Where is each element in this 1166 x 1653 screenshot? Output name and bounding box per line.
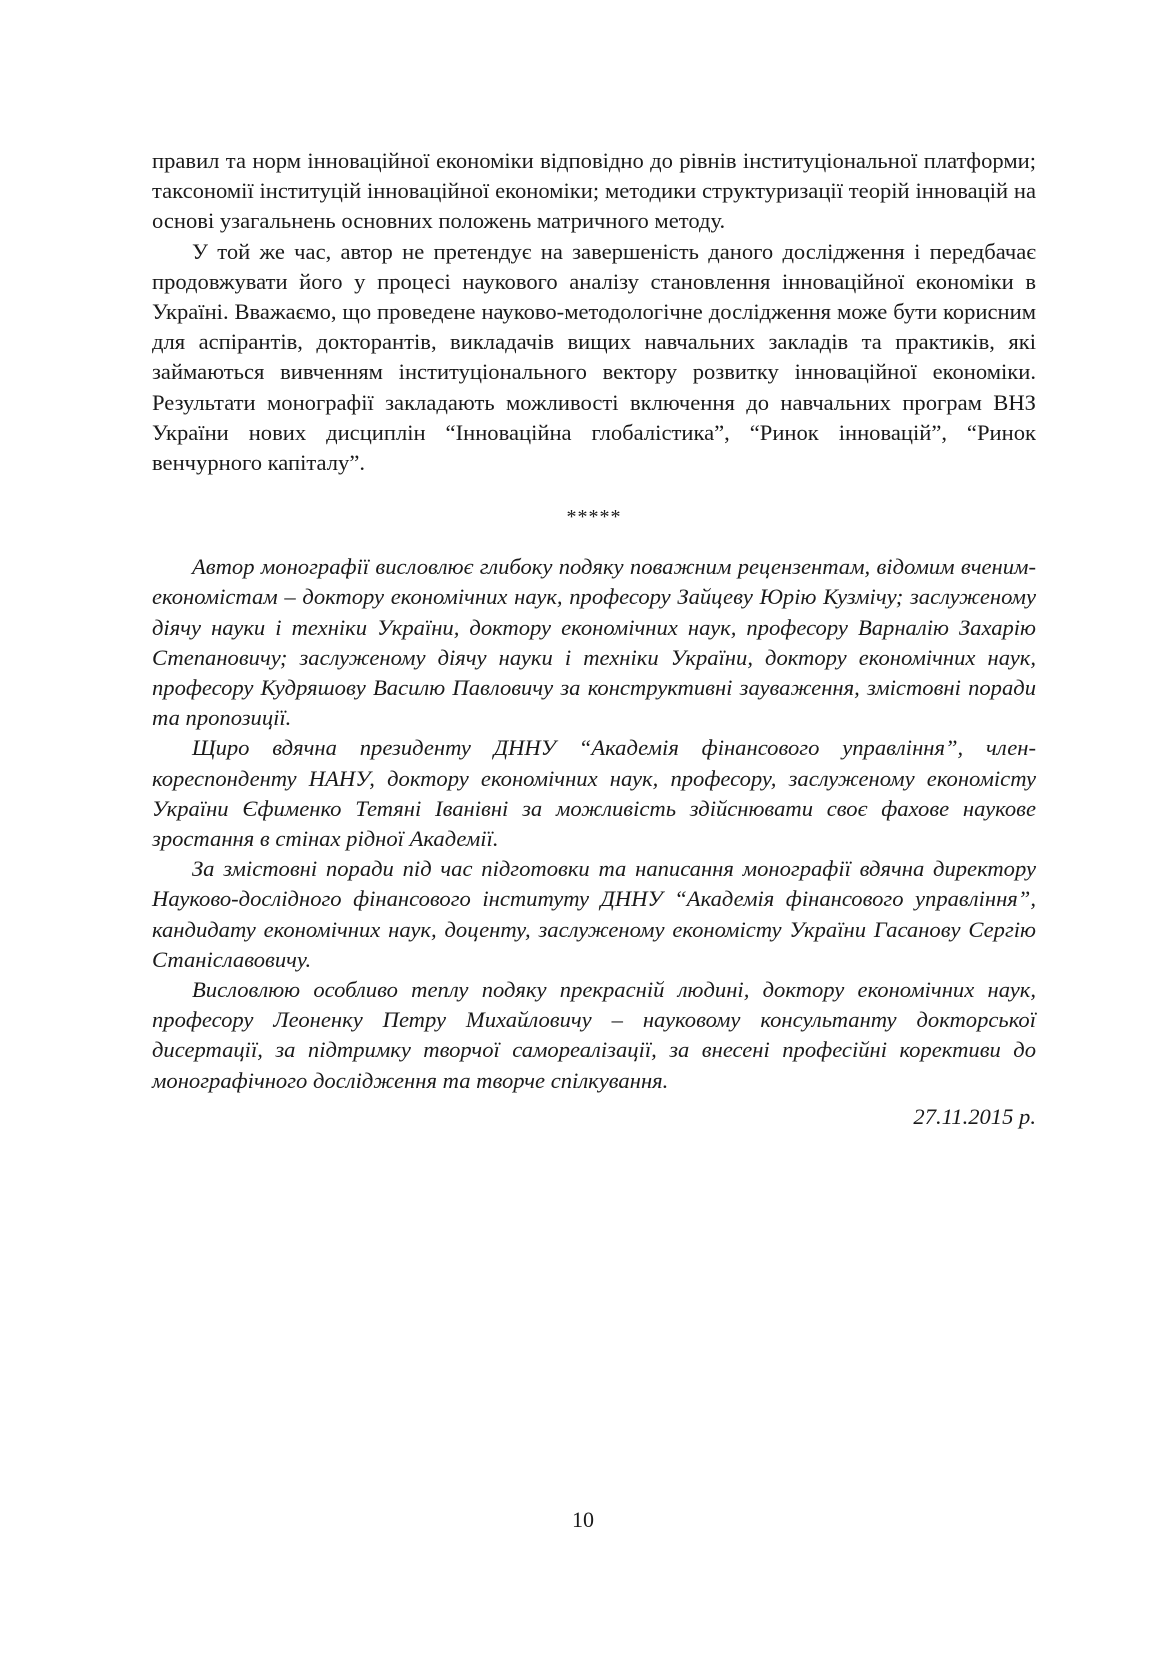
- section-separator: *****: [566, 506, 622, 529]
- page-number: 10: [572, 1507, 594, 1532]
- acknowledgement-paragraph-2: Щиро вдячна президенту ДННУ “Академія фінансового управління”, член-кореспонденту НАНУ, доктору економічних наук, професору, заслуженому економісту України Єфименко Тетяні Іванівні за можливість здійснювати своє фахове наукове зростання в стінах рідної Академії.: [152, 735, 1036, 852]
- acknowledgement-paragraph-3: За змістовні поради під час підготовки та написання монографії вдячна директору Науково-дослідного фінансового інституту ДННУ “Академія фінансового управління”, кандидату економічних наук, доценту, заслуженому економісту України Гасанову Сергію Станіславовичу.: [152, 856, 1036, 972]
- body-paragraph-1: правил та норм інноваційної економіки відповідно до рівнів інституціональної платформи; таксономії інституцій інноваційної економіки; методики структуризації теорій інновацій на основі узагальнень основних положень матричного методу.: [152, 148, 1036, 234]
- acknowledgement-paragraph-1: Автор монографії висловлює глибоку подяку поважним рецензентам, відомим вченим-економістам – доктору економічних наук, професору Зайцеву Юрію Кузмічу; заслуженому діячу науки і техніки України, доктору економічних наук, професору Варналію Захарію Степановичу; заслуженому діячу науки і техніки України, доктору економічних наук, професору Кудряшову Василю Павловичу за конструктивні зауваження, змістовні поради та пропозиції.: [152, 554, 1036, 731]
- acknowledgement-paragraph-4: Висловлюю особливо теплу подяку прекрасній людині, доктору економічних наук, професору Леоненку Петру Михайловичу – науковому консультанту докторської дисертації, за підтримку творчої самореалізації, за внесені професійні корективи до монографічного дослідження та творче спілкування.: [152, 977, 1036, 1093]
- page-content: [152, 146, 1036, 1132]
- date-signature: 27.11.2015 р.: [913, 1103, 1036, 1129]
- body-paragraph-2: У той же час, автор не претендує на завершеність даного дослідження і передбачає продовжувати його у процесі наукового аналізу становлення інноваційної економіки в Україні. Вважаємо, що проведене науково-методологічне дослідження може бути корисним для аспірантів, докторантів, викладачів вищих навчальних закладів та практиків, які займаються вивченням інституціонального вектору розвитку інноваційної економіки. Результати монографії закладають можливості включення до навчальних програм ВНЗ України нових дисциплін “Інноваційна глобалістика”, “Ринок інновацій”, “Ринок венчурного капіталу”.: [152, 238, 1036, 476]
